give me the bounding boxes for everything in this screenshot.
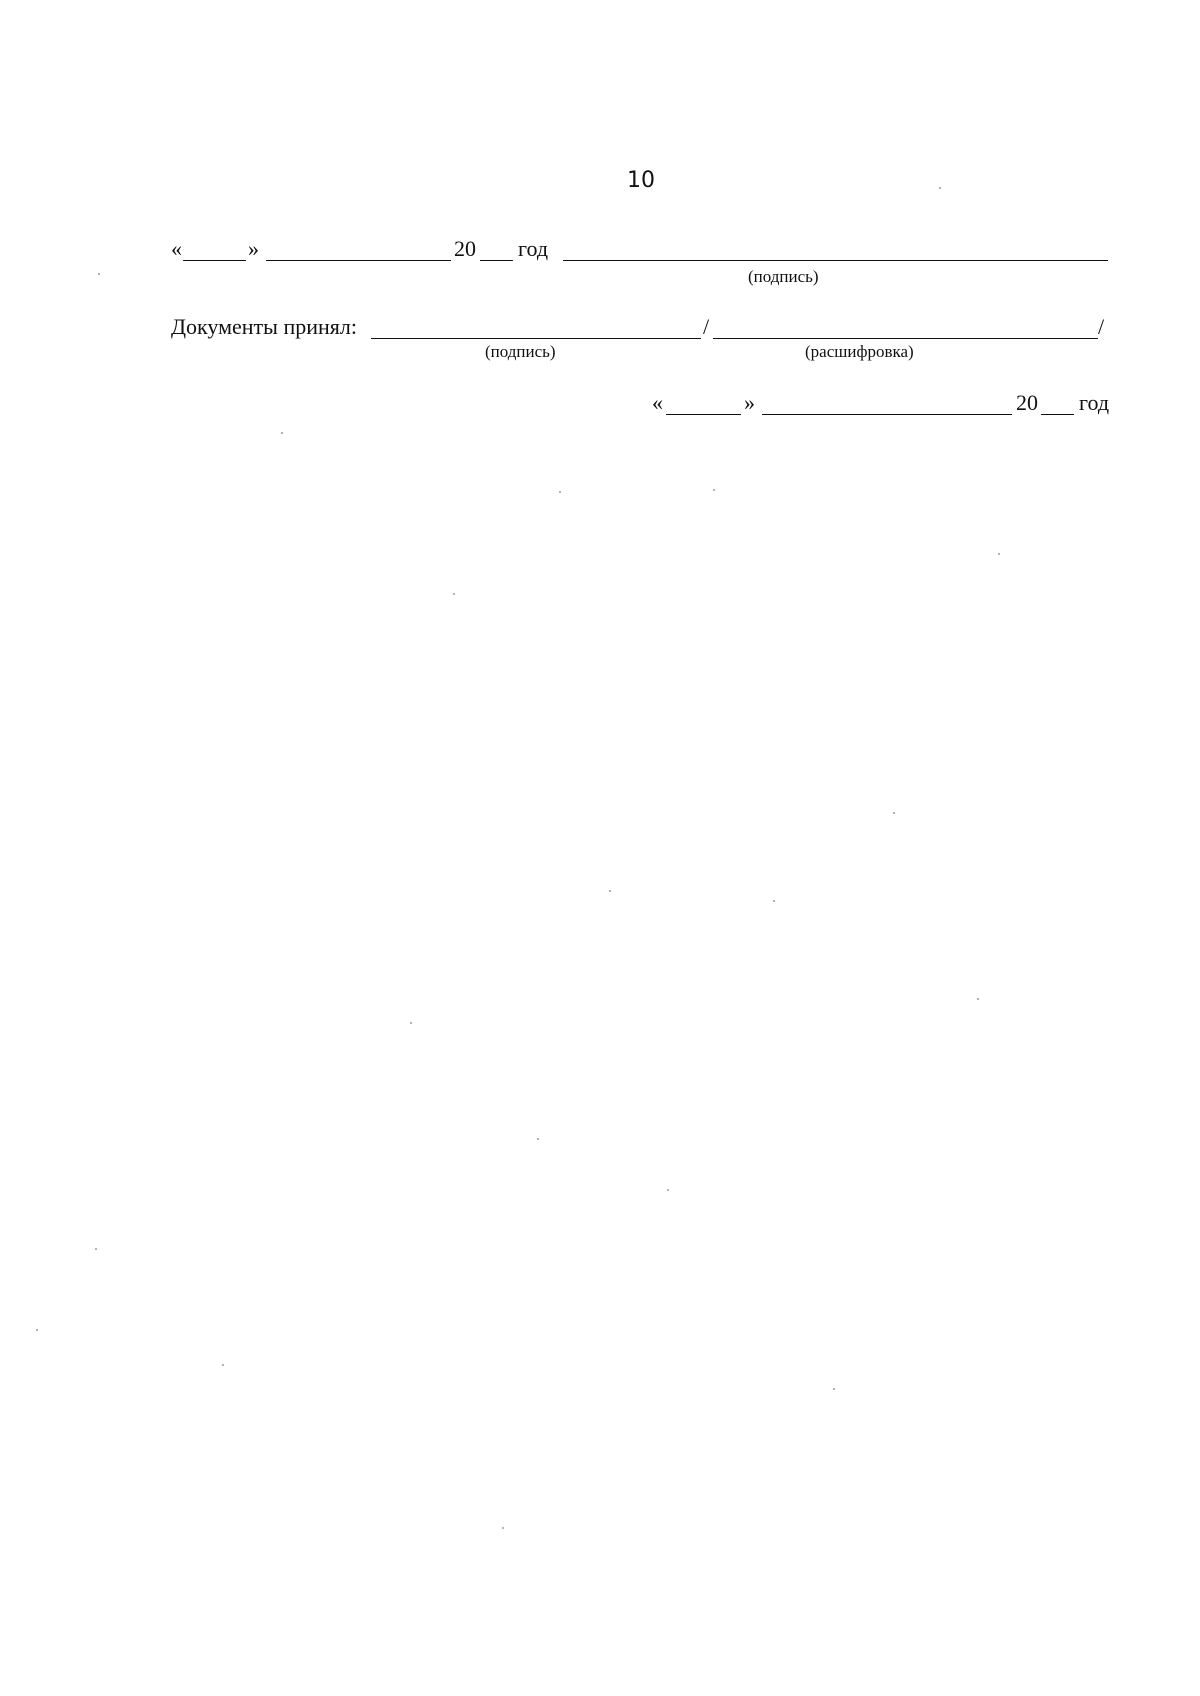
- scan-speck: [893, 812, 895, 814]
- scan-speck: [773, 900, 775, 902]
- year-prefix: 20: [454, 236, 476, 261]
- year-prefix: 20: [1016, 390, 1038, 415]
- scan-speck: [537, 1138, 539, 1140]
- month-blank-line[interactable]: [266, 260, 451, 261]
- receiver-signature-line[interactable]: [371, 338, 701, 339]
- scan-speck: [559, 491, 561, 493]
- documents-accepted-label: Документы принял:: [171, 314, 357, 339]
- scan-speck: [977, 998, 979, 1000]
- scan-speck: [939, 187, 941, 189]
- year-blank-line[interactable]: [480, 260, 513, 261]
- signature-caption: (подпись): [485, 342, 556, 361]
- day-blank-line[interactable]: [183, 260, 246, 261]
- open-quote: «: [652, 390, 663, 415]
- signature-blank-line[interactable]: [563, 260, 1108, 261]
- scan-speck: [95, 1248, 97, 1250]
- close-quote: »: [744, 390, 755, 415]
- receiver-decoding-line[interactable]: [713, 338, 1098, 339]
- month-blank-line[interactable]: [762, 414, 1012, 415]
- scan-speck: [36, 1329, 38, 1331]
- scan-speck: [713, 489, 715, 491]
- decoding-caption: (расшифровка): [805, 342, 914, 361]
- scan-speck: [833, 1388, 835, 1390]
- slash-end: /: [1098, 314, 1105, 339]
- signature-caption: (подпись): [748, 267, 819, 286]
- year-word: год: [1079, 390, 1110, 415]
- scan-speck: [667, 1189, 669, 1191]
- day-blank-line[interactable]: [666, 414, 741, 415]
- scan-speck: [998, 553, 1000, 555]
- scan-speck: [609, 890, 611, 892]
- scan-speck: [281, 432, 283, 434]
- year-word: год: [518, 236, 549, 261]
- scan-speck: [453, 593, 455, 595]
- year-blank-line[interactable]: [1041, 414, 1074, 415]
- scan-speck: [410, 1022, 412, 1024]
- close-quote: »: [248, 236, 259, 261]
- page-number: 10: [627, 168, 655, 193]
- open-quote: «: [171, 236, 182, 261]
- slash-separator: /: [703, 314, 710, 339]
- scan-speck: [502, 1527, 504, 1529]
- scan-speck: [222, 1364, 224, 1366]
- scan-speck: [98, 273, 100, 275]
